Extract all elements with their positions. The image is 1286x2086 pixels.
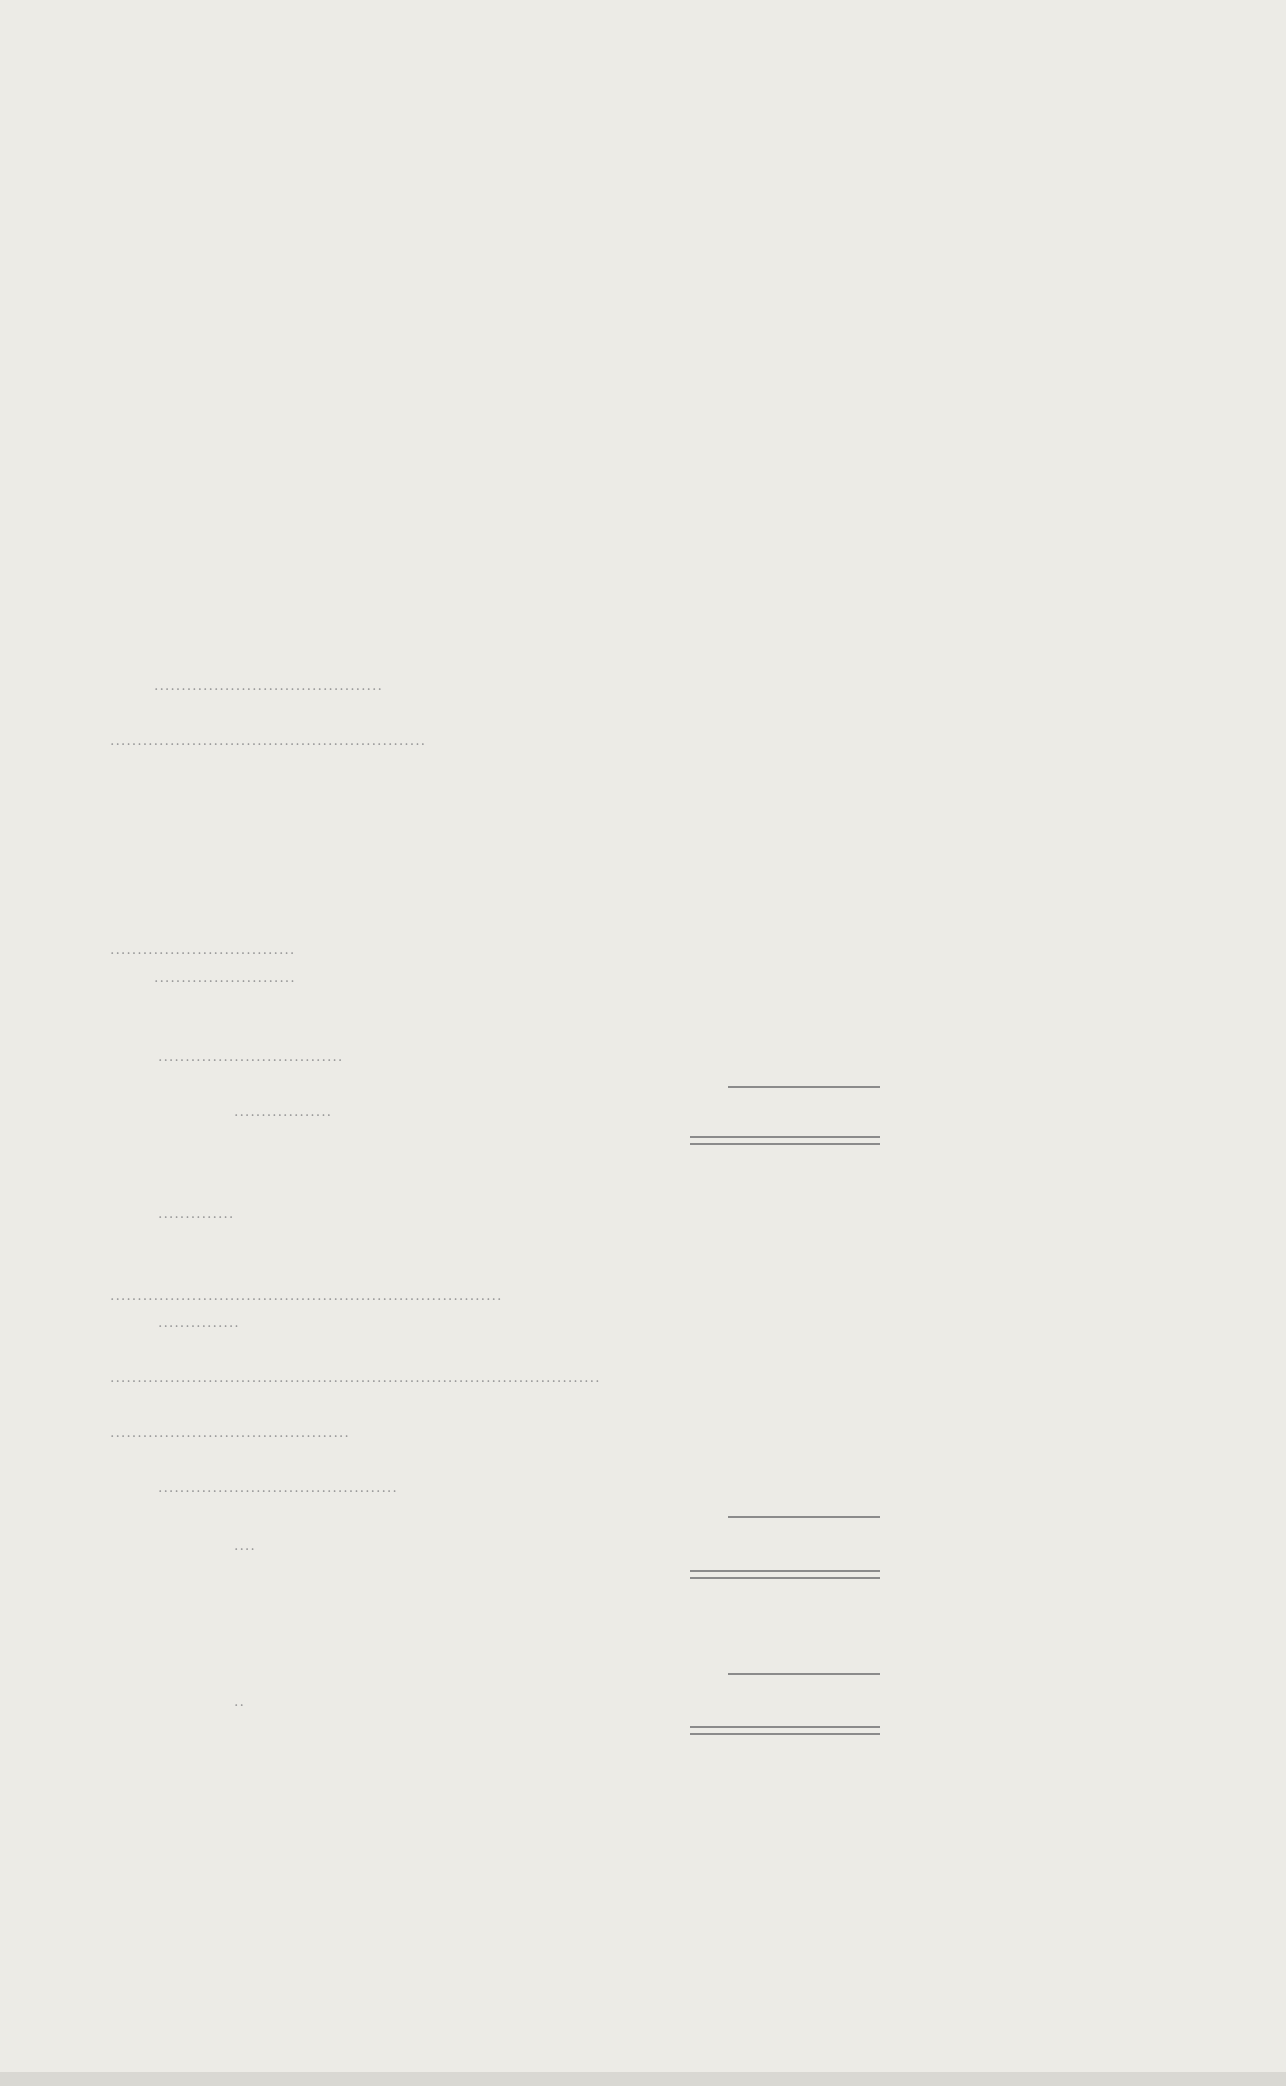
list-item: ............................................ (110, 1425, 350, 1441)
list-item (106, 1633, 688, 1661)
divider (728, 1086, 880, 1088)
double-rule (690, 1136, 880, 1145)
list-item: ........................................................................ (110, 1288, 503, 1304)
double-rule (690, 1570, 880, 1579)
list-item: .................................. (158, 1049, 344, 1065)
list-item: .......................... (154, 970, 296, 986)
list-item: .......................................................................................... (110, 1370, 601, 1386)
divider (728, 1673, 880, 1675)
list-item: .................................. (110, 942, 296, 958)
divider (728, 1516, 880, 1518)
running-header (178, 195, 230, 223)
list-item (106, 1446, 688, 1474)
total-row: .. (234, 1694, 245, 1710)
list-item: .............. (158, 1206, 235, 1222)
list-item: .......................................... (154, 678, 383, 694)
scan-info-strip (0, 2072, 1286, 2086)
total-row: .... (234, 1538, 256, 1554)
list-item: .......................................................... (110, 733, 427, 749)
list-item: ............................................ (158, 1480, 398, 1496)
list-item (106, 1227, 688, 1255)
total-row: .................. (234, 1104, 333, 1120)
double-rule (690, 1726, 880, 1735)
list-item: ............... (158, 1315, 240, 1331)
